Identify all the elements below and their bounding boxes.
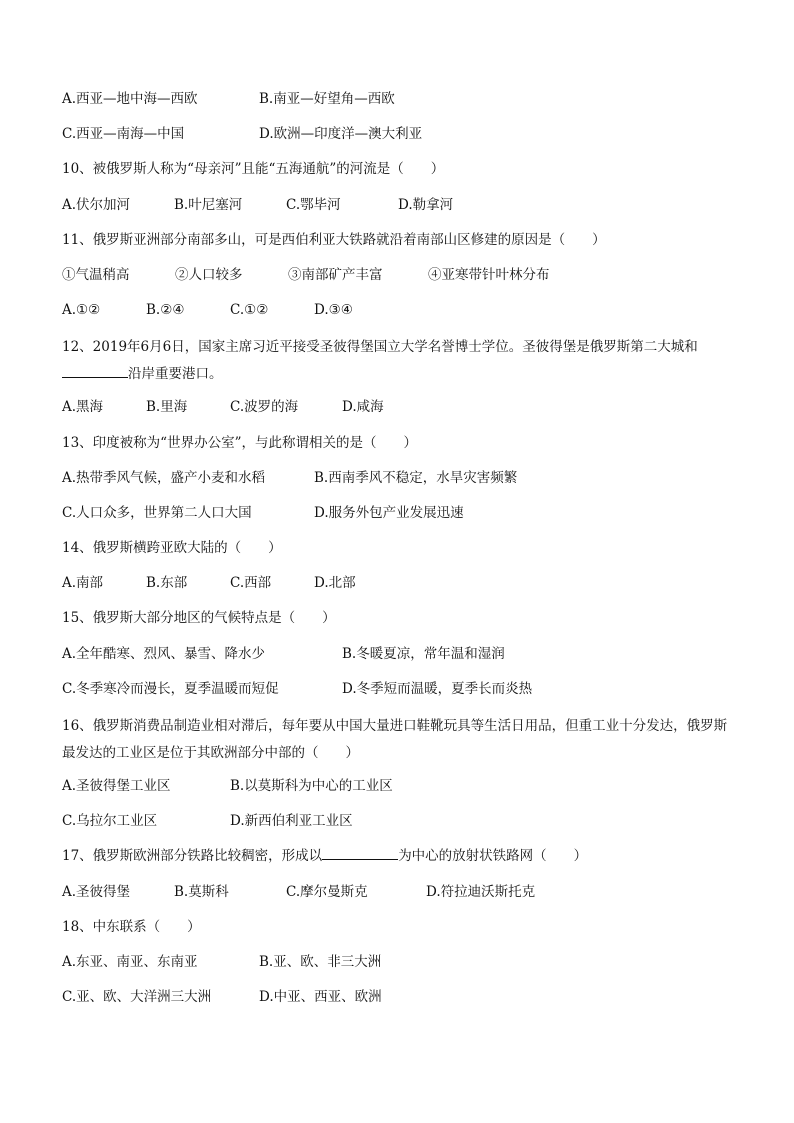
- question-text: 10、被俄罗斯人称为“母亲河”且能“五海通航”的河流是（ ）: [62, 161, 445, 178]
- answer-option: A.热带季风气候，盛产小麦和水稻: [62, 469, 266, 486]
- answer-option: A.①②: [62, 302, 101, 319]
- answer-option: B.叶尼塞河: [174, 196, 243, 213]
- option-row: [62, 299, 734, 322]
- answer-option: D.欧洲—印度洋—澳大利亚: [259, 126, 423, 143]
- question-text: 15、俄罗斯大部分地区的气候特点是（ ）: [62, 610, 336, 627]
- answer-option: C.冬季寒冷而漫长，夏季温暖而短促: [62, 680, 279, 697]
- answer-option: C.乌拉尔工业区: [62, 813, 158, 830]
- option-row: [62, 194, 734, 217]
- answer-option: D.北部: [314, 575, 356, 592]
- option-row: [62, 502, 734, 525]
- answer-option: A.伏尔加河: [62, 196, 131, 213]
- option-row: [62, 881, 734, 904]
- question-text-part: 为中心的放射状铁路网（ ）: [398, 848, 588, 865]
- answer-option: B.莫斯科: [174, 883, 229, 900]
- answer-option: ①气温稍高: [62, 266, 130, 283]
- option-row: [62, 572, 734, 595]
- option-row: [62, 467, 734, 490]
- fill-in-blank: [62, 363, 128, 378]
- option-row: [62, 678, 734, 701]
- option-row: [62, 810, 734, 833]
- answer-option: C.摩尔曼斯克: [286, 883, 368, 900]
- answer-option: C.①②: [230, 302, 269, 319]
- answer-option: B.冬暖夏凉，常年温和湿润: [342, 645, 505, 662]
- question-text: 18、中东联系（ ）: [62, 918, 201, 935]
- answer-option: B.西南季风不稳定，水旱灾害频繁: [314, 469, 518, 486]
- answer-option: A.南部: [62, 575, 104, 592]
- answer-option: A.圣彼得堡: [62, 883, 131, 900]
- answer-option: D.冬季短而温暖，夏季长而炎热: [342, 680, 533, 697]
- option-row: [62, 264, 734, 287]
- answer-option: B.以莫斯科为中心的工业区: [230, 778, 393, 794]
- question-text: 13、印度被称为“世界办公室”，与此称谓相关的是（ ）: [62, 434, 417, 451]
- option-row: [62, 986, 734, 1009]
- answer-option: D.中亚、西亚、欧洲: [259, 989, 382, 1006]
- question-text: [62, 845, 734, 868]
- answer-option: C.鄂毕河: [286, 196, 341, 213]
- answer-option: A.圣彼得堡工业区: [62, 778, 171, 794]
- answer-option: C.西部: [230, 575, 272, 592]
- question-text: [62, 334, 734, 388]
- exam-page: [62, 88, 734, 1021]
- question-text-part: 16、俄罗斯消费品制造业相对滞后，每年要从中国大量进口鞋靴玩具等生活日用品，但重工业十分发达，俄罗斯最发达的工业区是位于其欧洲部分中部的（ ）: [62, 718, 728, 761]
- answer-option: D.新西伯利亚工业区: [230, 813, 353, 830]
- question-text-part: 12、2019年6月6日，国家主席习近平接受圣彼得堡国立大学名誉博士学位。圣彼得堡是俄罗斯第二大城和: [62, 339, 698, 356]
- answer-option: D.服务外包产业发展迅速: [314, 504, 464, 521]
- answer-option: D.符拉迪沃斯托克: [426, 883, 536, 900]
- answer-option: ④亚寒带针叶林分布: [428, 266, 550, 283]
- answer-option: D.③④: [314, 302, 353, 319]
- option-row: [62, 123, 734, 146]
- question-text: 11、俄罗斯亚洲部分南部多山，可是西伯利亚大铁路就沿着南部山区修建的原因是（ ）: [62, 231, 606, 248]
- answer-option: B.亚、欧、非三大洲: [259, 953, 382, 970]
- answer-option: B.东部: [146, 575, 188, 592]
- option-row: [62, 775, 734, 798]
- answer-option: B.里海: [146, 399, 188, 416]
- answer-option: A.全年酷寒、烈风、暴雪、降水少: [62, 645, 266, 662]
- option-row: [62, 951, 734, 974]
- answer-option: B.南亚—好望角—西欧: [259, 91, 395, 107]
- option-row: [62, 88, 734, 111]
- answer-option: B.②④: [146, 302, 185, 319]
- answer-option: C.人口众多，世界第二人口大国: [62, 504, 252, 521]
- question-text-part: 沿岸重要港口。: [128, 366, 223, 383]
- question-text: 14、俄罗斯横跨亚欧大陆的（ ）: [62, 540, 282, 557]
- answer-option: C.西亚—南海—中国: [62, 126, 185, 143]
- answer-option: C.波罗的海: [230, 399, 299, 416]
- answer-option: A.黑海: [62, 399, 104, 416]
- question-text: [62, 713, 734, 767]
- answer-option: A.东亚、南亚、东南亚: [62, 953, 198, 970]
- answer-option: C.亚、欧、大洋洲三大洲: [62, 989, 212, 1006]
- answer-option: A.西亚—地中海—西欧: [62, 91, 198, 107]
- answer-option: D.咸海: [342, 399, 384, 416]
- option-row: [62, 396, 734, 419]
- answer-option: D.勒拿河: [398, 196, 454, 213]
- answer-option: ③南部矿产丰富: [288, 266, 383, 283]
- option-row: [62, 643, 734, 666]
- fill-in-blank: [322, 845, 398, 860]
- answer-option: ②人口较多: [175, 266, 243, 283]
- question-text-part: 17、俄罗斯欧洲部分铁路比较稠密，形成以: [62, 848, 323, 865]
